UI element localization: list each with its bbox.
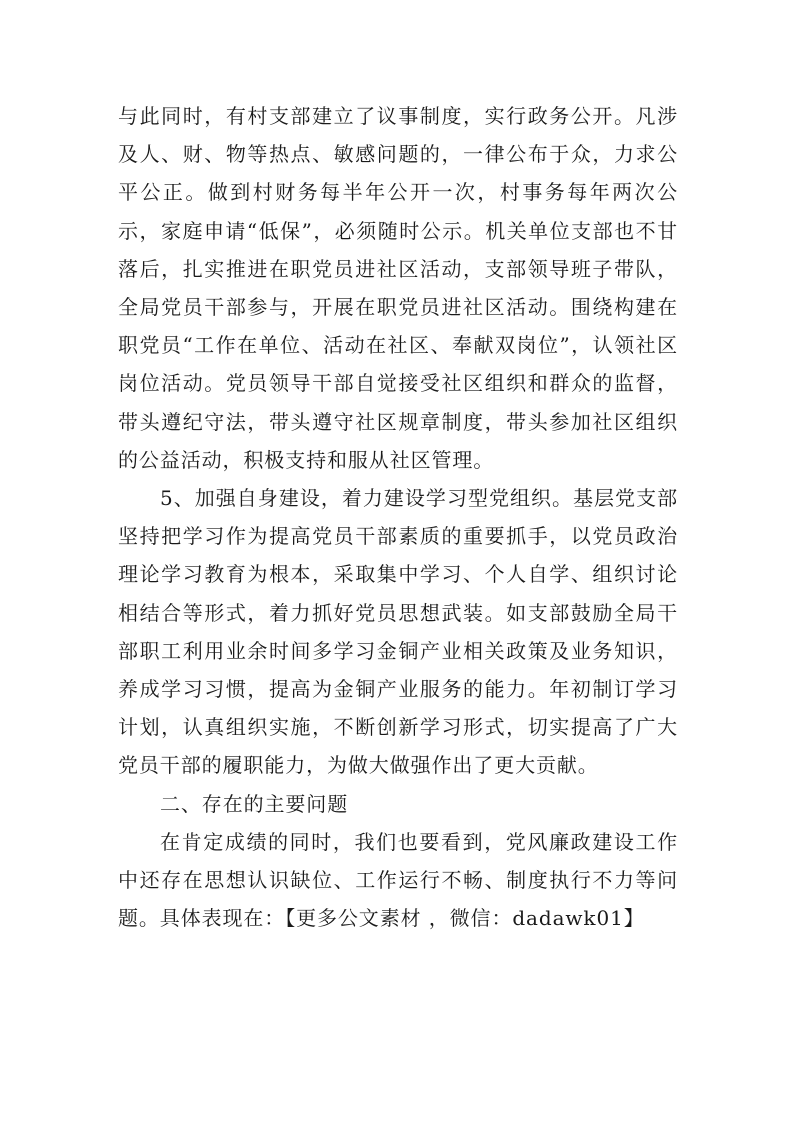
section-heading-problems: 二、存在的主要问题 xyxy=(160,791,349,816)
paragraph-transparency: 与此同时，有村支部建立了议事制度，实行政务公开。凡涉及人、财、物等热点、敏感问题的，一律公布于众，力求公平公正。做到村财务每半年公开一次，村事务每年两次公示，家庭申请“低保”，必须随时公示。机关单位支部也不甘落后，扎实推进在职党员进社区活动，支部领导班子带队，全局党员干部参与，开展在职党员进社区活动。围绕构建在职党员“工作在单位、活动在社区、奉献双岗位”，认领社区岗位活动。党员领导干部自觉接受社区组织和群众的监督，带头遵纪守法，带头遵守社区规章制度，带头参加社区组织的公益活动，积极支持和服从社区管理。 xyxy=(118,104,678,472)
paragraph-problems-intro: 在肯定成绩的同时，我们也要看到，党风廉政建设工作中还存在思想认识缺位、工作运行不畅、制度执行不力等问题。具体表现在：【更多公文素材 ，微信：dadawk01】 xyxy=(118,829,678,931)
document-body xyxy=(118,97,678,937)
paragraph-self-building: 5、加强自身建设，着力建设学习型党组织。基层党支部坚持把学习作为提高党员干部素质的重要抓手，以党员政治理论学习教育为根本，采取集中学习、个人自学、组织讨论相结合等形式，着力抓好党员思想武装。如支部鼓励全局干部职工利用业余时间多学习金铜产业相关政策及业务知识，养成学习习惯，提高为金铜产业服务的能力。年初制订学习计划，认真组织实施，不断创新学习形式，切实提高了广大党员干部的履职能力，为做大做强作出了更大贡献。 xyxy=(118,486,678,778)
